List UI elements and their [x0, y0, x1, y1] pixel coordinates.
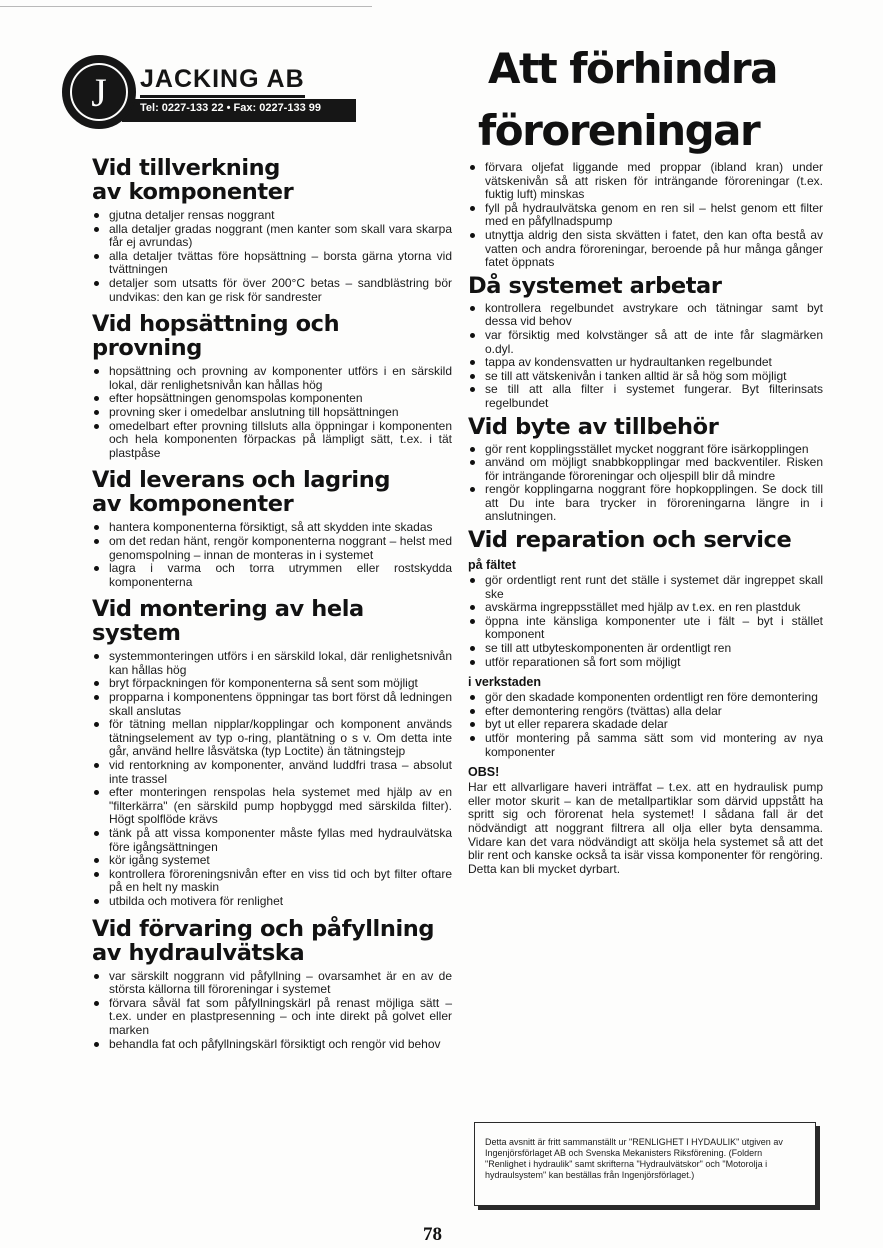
top-rule [0, 6, 372, 7]
list-item: se till att utbyteskomponenten är ordentligt ren [468, 642, 823, 656]
section-title-manufacturing [92, 156, 452, 204]
list-item: behandla fat och påfyllningskärl försiktigt och rengör vid behov [92, 1038, 452, 1052]
title-line: Vid förvaring och påfyllning [92, 915, 435, 942]
headline-line-2: föroreningar [478, 106, 760, 155]
list-item: tänk på att vissa komponenter måste fyllas med hydraulvätska före igångsättningen [92, 827, 452, 854]
list-item: utnyttja aldrig den sista skvätten i fatet, den kan ofta bestå av vatten och andra föroreningar, beroende på hur många gånger fatet öppnats [468, 229, 823, 270]
title-line: Vid tillverkning [92, 155, 281, 181]
list-item: fyll på hydraulvätska genom en ren sil – helst genom ett filter med en påfyllnadspump [468, 202, 823, 229]
list-item: om det redan hänt, rengör komponenterna noggrant – helst med genomspolning – innan de monteras in i systemet [92, 535, 452, 562]
list-item: var särskilt noggrann vid påfyllning – ovarsamhet är en av de största källorna till föroreningar i systemet [92, 970, 452, 997]
company-contact: Tel: 0227-133 22 • Fax: 0227-133 99 [140, 102, 321, 114]
section-title-operation: Då systemet arbetar [468, 272, 722, 299]
list-item: se till att alla filter i systemet fungerar. Byt filterinsats regelbundet [468, 383, 823, 410]
list-item: hopsättning och provning av komponenter utförs i en särskild lokal, där renlighetsnivån kan hållas hög [92, 365, 452, 392]
list-item: använd om möjligt snabbkopplingar med backventiler. Risken för inträngande föroreningar och oljespill blir då mindre [468, 456, 823, 483]
list-item: systemmonteringen utförs i en särskild lokal, där renlighetsnivån kan hållas hög [92, 650, 452, 677]
title-line: Vid montering av hela system [92, 596, 364, 647]
section-title-storage [92, 917, 452, 965]
list-item: kontrollera föroreningsnivån efter en viss tid och byt filter oftare på en helt ny maskin [92, 868, 452, 895]
left-column [92, 156, 452, 1057]
right-column [468, 161, 823, 876]
company-name: JACKING AB [140, 65, 305, 98]
page-number: 78 [423, 1224, 442, 1245]
list-item: bryt förpackningen för komponenterna så sent som möjligt [92, 677, 452, 691]
list-repair-field [468, 574, 823, 669]
list-item: öppna inte känsliga komponenter ute i fält – byt i stället komponent [468, 615, 823, 642]
list-item: gör ordentligt rent runt det ställe i systemet där ingreppet skall ske [468, 574, 823, 601]
list-operation [468, 302, 823, 411]
logo-emblem [62, 55, 136, 129]
list-item: vid rentorkning av komponenter, använd luddfri trasa – absolut inte trassel [92, 759, 452, 786]
list-item: gör den skadade komponenten ordentligt ren före demontering [468, 691, 823, 705]
list-item: efter hopsättningen genomspolas komponenten [92, 392, 452, 406]
list-item: alla detaljer tvättas före hopsättning – borsta gärna ytorna vid tvättningen [92, 250, 452, 277]
list-item: var försiktig med kolvstänger så att de inte får slagmärken o.dyl. [468, 329, 823, 356]
list-item: lagra i varma och torra utrymmen eller rostskydda komponenterna [92, 562, 452, 589]
list-item: provning sker i omedelbar anslutning till hopsättningen [92, 406, 452, 420]
list-item: hantera komponenterna försiktigt, så att skydden inte skadas [92, 521, 452, 535]
title-line: Vid leverans och lagring [92, 467, 391, 494]
section-title-delivery [92, 468, 452, 516]
list-manufacturing [92, 209, 452, 304]
list-item: detaljer som utsatts för över 200°C betas – sandblästring bör undvikas: den kan ge risk för sandrester [92, 277, 452, 304]
list-item: förvara såväl fat som påfyllningskärl på renast möjliga sätt – t.ex. under en plastpresenning – och inte direkt på golvet eller marken [92, 997, 452, 1038]
section-title-assembly [92, 312, 452, 360]
page-headline [470, 38, 870, 162]
list-item: tappa av kondensvatten ur hydraultanken regelbundet [468, 356, 823, 370]
logo-letter: J [70, 63, 128, 121]
obs-paragraph: Har ett allvarligare haveri inträffat – t.ex. att en hydraulisk pump eller motor skurit – kan de metallpartiklar som därvid uppstått ha spritt sig och förorenat hela systemet! I sådana fall är det nödvändigt att noggrant filtrera all olja eller byta densamma. Vidare kan det vara nödvändigt att skölja hela systemet så att det blir rent och kanske också ta isär vissa komponenter för rengöring. Detta kan bli mycket dyrbart. [468, 780, 823, 876]
title-line: Vid hopsättning och provning [92, 311, 340, 362]
list-item: se till att vätskenivån i tanken alltid är så hög som möjligt [468, 370, 823, 384]
list-item: kör igång systemet [92, 854, 452, 868]
list-system-mounting [92, 650, 452, 908]
list-item: förvara oljefat liggande med proppar (ibland kran) under vätskenivån så att risken för inträngande föroreningar (t.ex. fuktig luft) minskas [468, 161, 823, 202]
list-item: kontrollera regelbundet avstrykare och tätningar samt byt dessa vid behov [468, 302, 823, 329]
source-note-box [474, 1122, 816, 1206]
list-item: utför montering på samma sätt som vid montering av nya komponenter [468, 732, 823, 759]
list-item: utför reparationen så fort som möjligt [468, 656, 823, 670]
list-delivery [92, 521, 452, 589]
list-intro [468, 161, 823, 270]
obs-heading: OBS! [468, 765, 500, 780]
subheading-field: på fältet [468, 558, 516, 573]
title-line: av komponenter [92, 179, 294, 205]
list-item: alla detaljer gradas noggrant (men kanter som skall vara skarpa får ej avrundas) [92, 223, 452, 250]
section-title-accessories: Vid byte av tillbehör [468, 413, 719, 440]
section-title-repair: Vid reparation och service [468, 527, 792, 554]
list-item: byt ut eller reparera skadade delar [468, 718, 823, 732]
list-accessories [468, 443, 823, 525]
list-storage [92, 970, 452, 1052]
list-item: rengör kopplingarna noggrant före hopkopplingen. Se dock till att Du inte bara trycker in föroreningarna längre in i anslutningen. [468, 483, 823, 524]
source-note-text: Detta avsnitt är fritt sammanställt ur "RENLIGHET I HYDAULIK" utgiven av Ingenjörsförlaget AB och Svenska Mekanisters Riksförening. (Foldern "Renlighet i hydraulik" samt skrifterna "Hydraulvätskor" och "Motorolja i hydraulsystem" kan beställas från Ingenjörsförlaget.) [485, 1137, 783, 1180]
list-assembly [92, 365, 452, 460]
list-item: gör rent kopplingsstället mycket noggrant före isärkopplingen [468, 443, 823, 457]
list-repair-workshop [468, 691, 823, 759]
list-item: efter demontering rengörs (tvättas) alla delar [468, 705, 823, 719]
list-item: omedelbart efter provning tillsluts alla öppningar i komponenten och hela komponenten förpackas på lämpligt sätt, t.ex. i tät plastpåse [92, 420, 452, 461]
headline-line-1: Att förhindra [488, 44, 777, 93]
subheading-workshop: i verkstaden [468, 675, 541, 690]
title-line: av hydraulvätska [92, 939, 305, 966]
section-title-system-mounting [92, 597, 452, 645]
list-item: för tätning mellan nipplar/kopplingar och komponent används tätningselement av typ o-ring, plantätning o s v. Om detta inte går, använd hellre låsvätska (typ Loctite) än tätningstejp [92, 718, 452, 759]
list-item: utbilda och motivera för renlighet [92, 895, 452, 909]
title-line: av komponenter [92, 491, 294, 518]
list-item: efter monteringen renspolas hela systemet med hjälp av en "filterkärra" (en särskild pump hopbyggd med särskilda filter). Högt spolflöde krävs [92, 786, 452, 827]
company-logo [62, 55, 362, 137]
list-item: avskärma ingreppsstället med hjälp av t.ex. en ren plastduk [468, 601, 823, 615]
list-item: gjutna detaljer rensas noggrant [92, 209, 452, 223]
list-item: propparna i komponentens öppningar tas bort först då ledningen skall anslutas [92, 691, 452, 718]
